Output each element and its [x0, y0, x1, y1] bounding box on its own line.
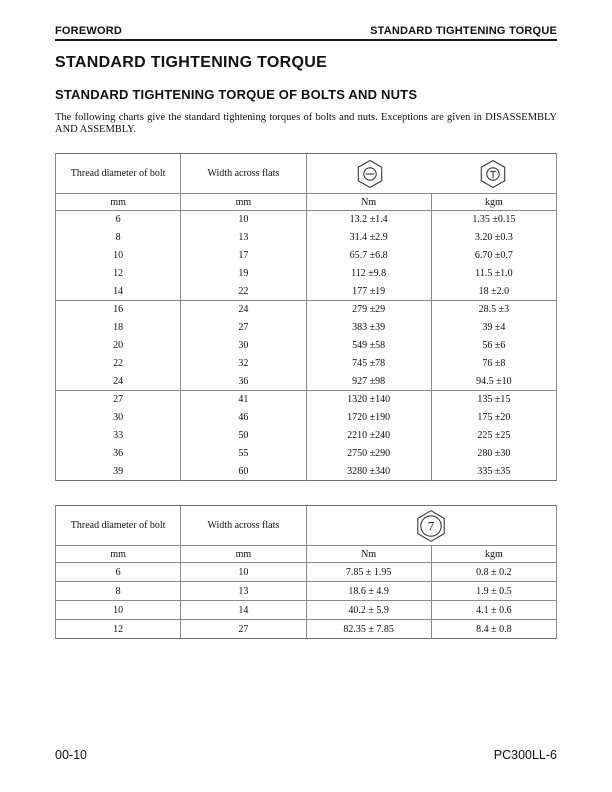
table-cell: 17 — [181, 247, 306, 265]
table-cell: 11.5 ±1.0 — [431, 265, 556, 283]
table-header-row — [56, 154, 557, 194]
bolt-grade-7-label: 7 — [428, 518, 435, 534]
table-cell: 12 — [56, 620, 181, 639]
table-cell: 76 ±8 — [431, 355, 556, 373]
table-cell: 6 — [56, 563, 181, 582]
hex-bolt-dash-mark-icon — [355, 159, 385, 189]
table-row — [56, 355, 557, 373]
table-row — [56, 211, 557, 229]
table-row — [56, 601, 557, 620]
table-cell: 1320 ±140 — [306, 391, 431, 409]
table-row — [56, 319, 557, 337]
col-header-thread-diameter: Thread diameter of bolt — [56, 154, 181, 194]
table-cell: 31.4 ±2.9 — [306, 229, 431, 247]
standard-torque-table — [55, 153, 557, 481]
table-row — [56, 265, 557, 283]
table-cell: 94.5 ±10 — [431, 373, 556, 391]
table-cell: 50 — [181, 427, 306, 445]
table-cell: 10 — [181, 211, 306, 229]
table-cell: 13 — [181, 582, 306, 601]
grade7-torque-table — [55, 505, 557, 639]
table-cell: 7.85 ± 1.95 — [306, 563, 431, 582]
table-cell: 24 — [181, 301, 306, 319]
table-cell: 13 — [181, 229, 306, 247]
table-cell: 27 — [181, 319, 306, 337]
table-cell: 8 — [56, 582, 181, 601]
table-cell: 55 — [181, 445, 306, 463]
running-header-left: FOREWORD — [55, 25, 122, 37]
col-header-thread-diameter: Thread diameter of bolt — [56, 506, 181, 546]
table-cell: 36 — [56, 445, 181, 463]
table-cell: 19 — [181, 265, 306, 283]
table-cell: 13.2 ±1.4 — [306, 211, 431, 229]
table-cell: 10 — [56, 247, 181, 265]
page-title: STANDARD TIGHTENING TORQUE — [55, 54, 328, 71]
unit-cell: mm — [181, 194, 306, 211]
table-row — [56, 620, 557, 639]
table-cell: 335 ±35 — [431, 463, 556, 481]
table-cell: 18.6 ± 4.9 — [306, 582, 431, 601]
table-cell: 65.7 ±6.8 — [306, 247, 431, 265]
section-title: STANDARD TIGHTENING TORQUE OF BOLTS AND NUTS — [55, 87, 418, 102]
table-cell: 40.2 ± 5.9 — [306, 601, 431, 620]
table-cell: 14 — [181, 601, 306, 620]
page-footer — [55, 748, 557, 762]
table-cell: 1.35 ±0.15 — [431, 211, 556, 229]
table-cell: 30 — [181, 337, 306, 355]
table-cell: 39 ±4 — [431, 319, 556, 337]
units-row — [56, 546, 557, 563]
table-row — [56, 563, 557, 582]
bolt-mark-header-cell — [306, 154, 557, 194]
page-number: 00-10 — [55, 748, 87, 762]
bolt-mark-header-cell — [306, 506, 557, 546]
table-cell: 41 — [181, 391, 306, 409]
table-cell: 8 — [56, 229, 181, 247]
table-cell: 12 — [56, 265, 181, 283]
table-cell: 60 — [181, 463, 306, 481]
table-row — [56, 582, 557, 601]
table-cell: 135 ±15 — [431, 391, 556, 409]
table-cell: 22 — [56, 355, 181, 373]
table-cell: 6.70 ±0.7 — [431, 247, 556, 265]
table-cell: 225 ±25 — [431, 427, 556, 445]
table-cell: 279 ±29 — [306, 301, 431, 319]
table-cell: 10 — [56, 601, 181, 620]
table-cell: 280 ±30 — [431, 445, 556, 463]
table-cell: 3.20 ±0.3 — [431, 229, 556, 247]
table-cell: 39 — [56, 463, 181, 481]
table-cell: 28.5 ±3 — [431, 301, 556, 319]
model-number: PC300LL-6 — [493, 748, 557, 762]
table-cell: 0.8 ± 0.2 — [431, 563, 556, 582]
running-header-right: STANDARD TIGHTENING TORQUE — [370, 25, 557, 37]
table-cell: 549 ±58 — [306, 337, 431, 355]
table-row — [56, 373, 557, 391]
table-cell: 14 — [56, 283, 181, 301]
table-cell: 177 ±19 — [306, 283, 431, 301]
table-cell: 2210 ±240 — [306, 427, 431, 445]
unit-cell: Nm — [306, 194, 431, 211]
table-cell: 8.4 ± 0.8 — [431, 620, 556, 639]
table-cell: 33 — [56, 427, 181, 445]
unit-cell: mm — [181, 546, 306, 563]
table-row — [56, 337, 557, 355]
unit-cell: mm — [56, 546, 181, 563]
table-cell: 24 — [56, 373, 181, 391]
hex-bolt-t-mark-icon — [478, 159, 508, 189]
unit-cell: mm — [56, 194, 181, 211]
units-row — [56, 194, 557, 211]
table-cell: 30 — [56, 409, 181, 427]
table-cell: 82.35 ± 7.85 — [306, 620, 431, 639]
table-cell: 4.1 ± 0.6 — [431, 601, 556, 620]
table-cell: 2750 ±290 — [306, 445, 431, 463]
table-row — [56, 427, 557, 445]
table-row — [56, 229, 557, 247]
table-header-row — [56, 506, 557, 546]
table-cell: 46 — [181, 409, 306, 427]
table-cell: 1.9 ± 0.5 — [431, 582, 556, 601]
intro-paragraph: The following charts give the standard tightening torques of bolts and nuts. Exceptions are given in DISASSEMBLY AND ASSEMBLY. — [55, 112, 557, 135]
table-cell: 20 — [56, 337, 181, 355]
table-row — [56, 391, 557, 409]
table-cell: 3280 ±340 — [306, 463, 431, 481]
table-row — [56, 445, 557, 463]
table-row — [56, 283, 557, 301]
table-cell: 56 ±6 — [431, 337, 556, 355]
table-cell: 27 — [56, 391, 181, 409]
table-cell: 18 — [56, 319, 181, 337]
table-cell: 745 ±78 — [306, 355, 431, 373]
table-row — [56, 301, 557, 319]
running-header — [55, 25, 557, 41]
table-cell: 927 ±98 — [306, 373, 431, 391]
col-header-width-across-flats: Width across flats — [181, 154, 306, 194]
unit-cell: Nm — [306, 546, 431, 563]
table-cell: 175 ±20 — [431, 409, 556, 427]
col-header-width-across-flats: Width across flats — [181, 506, 306, 546]
table-cell: 383 ±39 — [306, 319, 431, 337]
hex-bolt-7-mark-icon — [414, 509, 448, 543]
table-cell: 22 — [181, 283, 306, 301]
table-row — [56, 247, 557, 265]
table-cell: 1720 ±190 — [306, 409, 431, 427]
table-row — [56, 463, 557, 481]
table-cell: 27 — [181, 620, 306, 639]
table-cell: 16 — [56, 301, 181, 319]
table-cell: 10 — [181, 563, 306, 582]
table-cell: 6 — [56, 211, 181, 229]
table-cell: 18 ±2.0 — [431, 283, 556, 301]
table-row — [56, 409, 557, 427]
table-cell: 112 ±9.8 — [306, 265, 431, 283]
unit-cell: kgm — [431, 546, 556, 563]
unit-cell: kgm — [431, 194, 556, 211]
table-cell: 36 — [181, 373, 306, 391]
table-cell: 32 — [181, 355, 306, 373]
